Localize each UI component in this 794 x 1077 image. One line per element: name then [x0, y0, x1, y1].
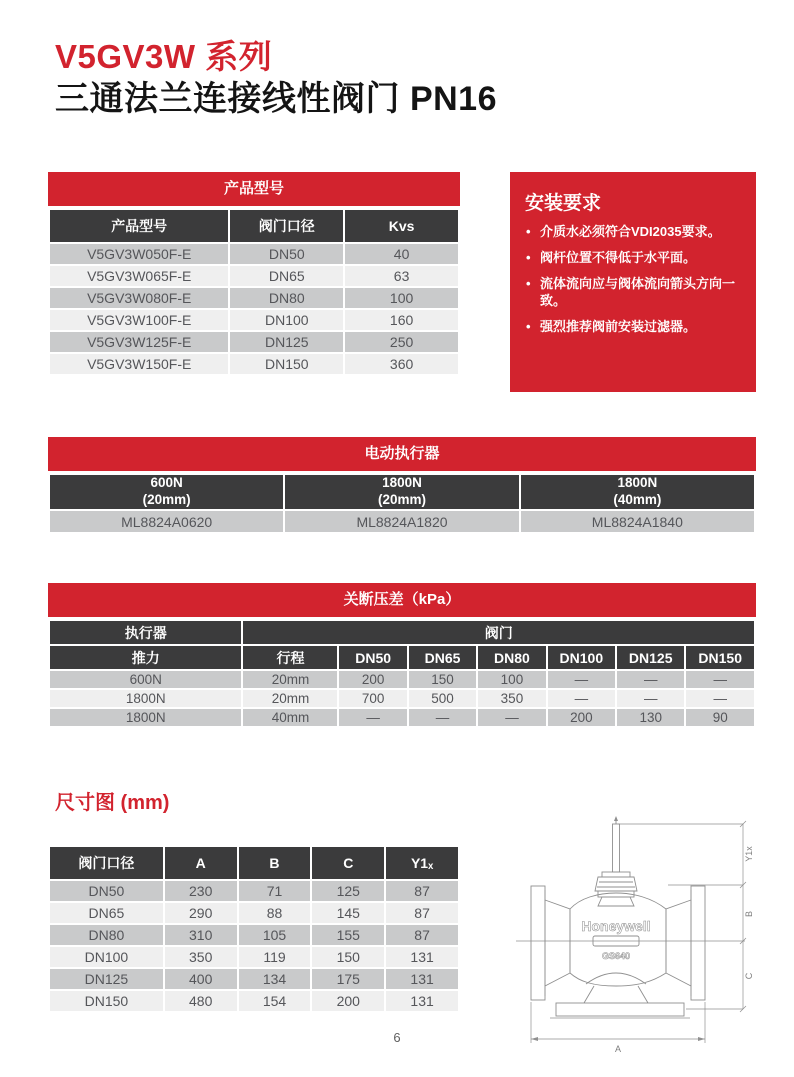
cell: —: [547, 670, 616, 689]
product-table-title: 产品型号: [48, 172, 460, 206]
col-header-size: 阀门口径: [49, 846, 164, 880]
cell: 88: [238, 902, 312, 924]
cell-model: V5GV3W050F-E: [49, 243, 229, 265]
table-row: [49, 287, 459, 309]
table-row: [49, 990, 459, 1012]
dim-label-b: B: [744, 910, 754, 918]
pressure-header-row: [49, 645, 755, 670]
actuator-table-title: 电动执行器: [48, 437, 756, 471]
dimensions-table-section: [48, 845, 460, 1013]
cell-size: DN150: [229, 353, 344, 375]
cell: DN100: [49, 946, 164, 968]
cell: 1800N: [49, 689, 242, 708]
dimensions-table: [48, 845, 460, 1013]
col-header-model: 产品型号: [49, 209, 229, 243]
table-row: [49, 510, 755, 533]
cell-actuator-model: ML8824A1820: [284, 510, 519, 533]
cell-size: DN100: [229, 309, 344, 331]
cell-kvs: 100: [344, 287, 459, 309]
col-header-force: 推力: [49, 645, 242, 670]
table-row: [49, 902, 459, 924]
dim-label-y1x: Y1x: [744, 846, 754, 862]
table-row: [49, 968, 459, 990]
cell-kvs: 250: [344, 331, 459, 353]
cell: 154: [238, 990, 312, 1012]
col-header-size: 阀门口径: [229, 209, 344, 243]
table-row: [49, 353, 459, 375]
table-row: [49, 946, 459, 968]
cell-model: V5GV3W125F-E: [49, 331, 229, 353]
cell: 350: [477, 689, 546, 708]
col-header-dn80: DN80: [477, 645, 546, 670]
list-item: • 阀杆位置不得低于水平面。: [525, 250, 741, 267]
cell-kvs: 160: [344, 309, 459, 331]
list-item: • 强烈推荐阀前安装过滤器。: [525, 319, 741, 336]
product-table-section: [48, 172, 460, 376]
valve-drawing-svg: [498, 810, 792, 1062]
cell: 145: [311, 902, 385, 924]
col-header-dn65: DN65: [408, 645, 477, 670]
cell: —: [685, 670, 755, 689]
cell: 200: [338, 670, 407, 689]
cell: 290: [164, 902, 238, 924]
cell-size: DN65: [229, 265, 344, 287]
cell: 1800N: [49, 708, 242, 727]
cell: 125: [311, 880, 385, 902]
cell: 350: [164, 946, 238, 968]
cell: 150: [311, 946, 385, 968]
actuator-table-section: [48, 437, 756, 534]
product-title: 三通法兰连接线性阀门 PN16: [55, 79, 497, 118]
cell: 87: [385, 924, 459, 946]
cell: 40mm: [242, 708, 338, 727]
brand-outline-text: Honeywell: [581, 918, 651, 934]
cell: 230: [164, 880, 238, 902]
cell: 71: [238, 880, 312, 902]
group-header-actuator: 执行器: [49, 620, 242, 645]
col-header-dn100: DN100: [547, 645, 616, 670]
table-row: [49, 309, 459, 331]
cell-size: DN50: [229, 243, 344, 265]
cell: —: [338, 708, 407, 727]
cell-model: V5GV3W065F-E: [49, 265, 229, 287]
document-title: [55, 38, 497, 119]
cell-size: DN125: [229, 331, 344, 353]
cell: —: [616, 689, 685, 708]
cell-model: V5GV3W080F-E: [49, 287, 229, 309]
cell: 480: [164, 990, 238, 1012]
force-label: 1800N: [382, 475, 422, 491]
cell: 200: [311, 990, 385, 1012]
cell: 155: [311, 924, 385, 946]
cell-actuator-model: ML8824A0620: [49, 510, 284, 533]
stroke-label: (20mm): [142, 492, 191, 507]
group-header-valve: 阀门: [242, 620, 755, 645]
dimensions-title: 尺寸图 (mm): [55, 792, 170, 814]
cell: 87: [385, 880, 459, 902]
table-row: [49, 265, 459, 287]
cell: DN65: [49, 902, 164, 924]
cell-kvs: 360: [344, 353, 459, 375]
pressure-table-title: 关断压差（kPa）: [48, 583, 756, 617]
cell: —: [685, 689, 755, 708]
cell: 600N: [49, 670, 242, 689]
cell: 200: [547, 708, 616, 727]
force-label: 1800N: [617, 475, 658, 491]
product-table: [48, 208, 460, 376]
col-header-kvs: Kvs: [344, 209, 459, 243]
actuator-table: [48, 473, 756, 534]
cell: 500: [408, 689, 477, 708]
install-requirements-title: 安装要求: [525, 193, 602, 214]
cell: 131: [385, 990, 459, 1012]
stroke-label: (20mm): [377, 492, 426, 507]
cell: 310: [164, 924, 238, 946]
force-label: 600N: [150, 475, 183, 491]
table-row: [49, 670, 755, 689]
table-row: [49, 880, 459, 902]
cell-size: DN80: [229, 287, 344, 309]
table-row: [49, 924, 459, 946]
dim-label-c: C: [744, 972, 754, 980]
cell: DN80: [49, 924, 164, 946]
list-item: • 介质水必须符合VDI2035要求。: [525, 224, 741, 241]
actuator-header-row: [49, 474, 755, 510]
cell-kvs: 40: [344, 243, 459, 265]
pressure-table: [48, 619, 756, 728]
cell: 100: [477, 670, 546, 689]
cell: DN50: [49, 880, 164, 902]
dim-label-a: A: [614, 1044, 622, 1054]
list-item: • 流体流向应与阀体流向箭头方向一致。: [525, 276, 741, 310]
dimensions-header-row: [49, 846, 459, 880]
stroke-label: (40mm): [613, 492, 662, 507]
cell: —: [477, 708, 546, 727]
cast-code-text: GS640: [601, 951, 631, 961]
col-header-stroke: 行程: [242, 645, 338, 670]
cell: 134: [238, 968, 312, 990]
cell: 131: [385, 946, 459, 968]
cell: DN150: [49, 990, 164, 1012]
cell: 90: [685, 708, 755, 727]
install-requirements-box: [510, 172, 756, 392]
col-header-actuator: [49, 474, 284, 510]
col-header-b: B: [238, 846, 312, 880]
col-header-y1x: Y1ₓ: [385, 846, 459, 880]
col-header-actuator: [284, 474, 519, 510]
cell: —: [616, 670, 685, 689]
pressure-table-section: [48, 583, 756, 728]
cell: 87: [385, 902, 459, 924]
cell: 130: [616, 708, 685, 727]
page-number: 6: [393, 1030, 401, 1045]
pressure-group-header-row: [49, 620, 755, 645]
cell-actuator-model: ML8824A1840: [520, 510, 755, 533]
table-row: [49, 331, 459, 353]
col-header-c: C: [311, 846, 385, 880]
cell: —: [547, 689, 616, 708]
valve-dimension-drawing: [498, 810, 792, 1067]
cell: 20mm: [242, 689, 338, 708]
cell: 400: [164, 968, 238, 990]
cell: —: [408, 708, 477, 727]
install-requirements-list: [525, 224, 741, 335]
col-header-dn50: DN50: [338, 645, 407, 670]
table-row: [49, 243, 459, 265]
cell: 175: [311, 968, 385, 990]
cell-model: V5GV3W150F-E: [49, 353, 229, 375]
cell-model: V5GV3W100F-E: [49, 309, 229, 331]
cell: DN125: [49, 968, 164, 990]
cell: 105: [238, 924, 312, 946]
cell: 700: [338, 689, 407, 708]
col-header-dn125: DN125: [616, 645, 685, 670]
cell: 131: [385, 968, 459, 990]
table-row: [49, 708, 755, 727]
cell: 20mm: [242, 670, 338, 689]
cell: 119: [238, 946, 312, 968]
cell: 150: [408, 670, 477, 689]
table-row: [49, 689, 755, 708]
product-table-header-row: [49, 209, 459, 243]
series-title: V5GV3W 系列: [55, 38, 273, 75]
col-header-dn150: DN150: [685, 645, 755, 670]
col-header-a: A: [164, 846, 238, 880]
col-header-actuator: [520, 474, 755, 510]
cell-kvs: 63: [344, 265, 459, 287]
